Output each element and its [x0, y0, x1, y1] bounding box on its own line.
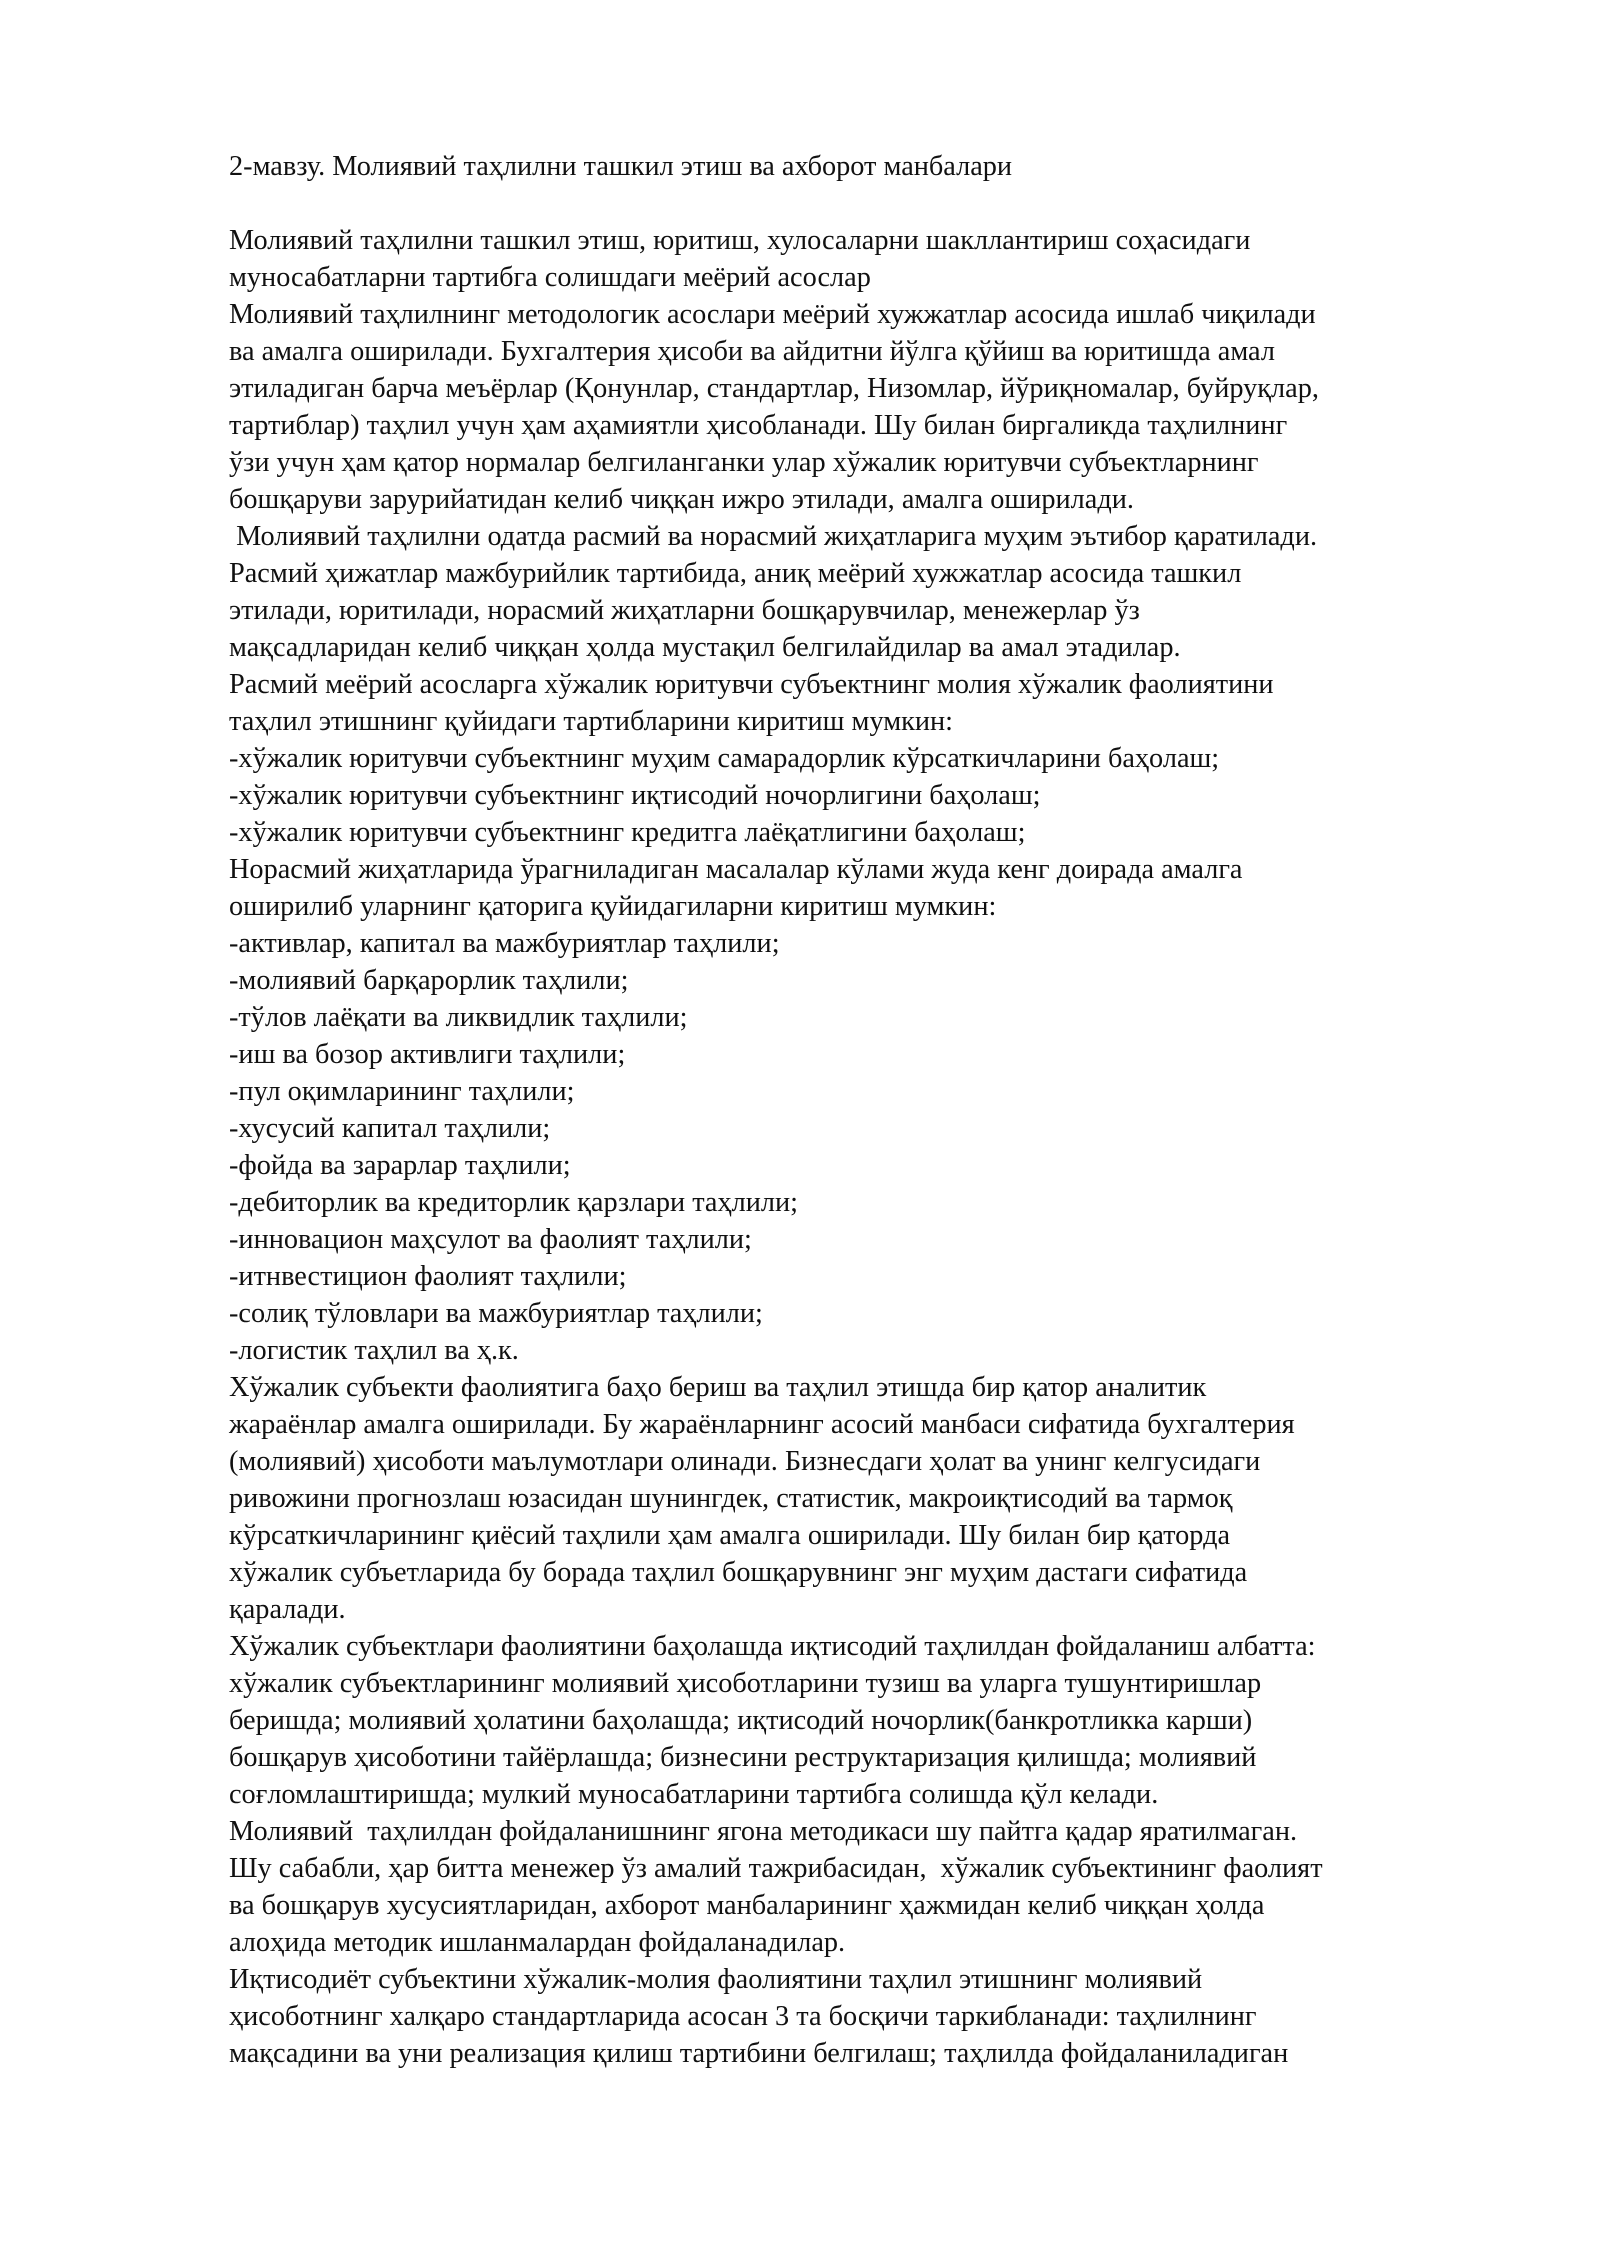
text-line: Расмий меёрий асосларга хўжалик юритувчи субъектнинг молия хўжалик фаолиятини	[229, 669, 1274, 700]
text-line: ва амалга оширилади. Бухгалтерия ҳисоби ва айдитни йўлга қўйиш ва юритишда амал	[229, 336, 1275, 367]
text-line: хўжалик субъетларида бу борада таҳлил бошқарувнинг энг муҳим дастаги сифатида	[229, 1557, 1248, 1588]
text-line: -пул оқимларининг таҳлили;	[229, 1076, 575, 1107]
text-line: -молиявий барқарорлик таҳлили;	[229, 965, 629, 996]
text-line: жараёнлар амалга оширилади. Бу жараёнларнинг асосий манбаси сифатида бухгалтерия	[229, 1409, 1295, 1440]
text-line: -логистик таҳлил ва ҳ.к.	[229, 1335, 519, 1366]
text-line: алоҳида методик ишланмалардан фойдаланадилар.	[229, 1927, 846, 1958]
text-line: Молиявий таҳлилни одатда расмий ва норасмий жиҳатларига муҳим эътибор қаратилади.	[229, 521, 1318, 552]
text-line: ўзи учун ҳам қатор нормалар белгиланганки улар хўжалик юритувчи субъектларнинг	[229, 447, 1259, 478]
text-line: мақсадларидан келиб чиққан ҳолда мустақил белгилайдилар ва амал этадилар.	[229, 632, 1181, 663]
text-line: -хусусий капитал таҳлили;	[229, 1113, 551, 1144]
text-line: -итнвестицион фаолият таҳлили;	[229, 1261, 627, 1292]
text-line: муносабатларни тартибга солишдаги меёрий асослар	[229, 262, 871, 293]
text-line: бошқарув ҳисоботини тайёрлашда; бизнесини реструктаризация қилишда; молиявий	[229, 1742, 1257, 1773]
text-line: -фойда ва зарарлар таҳлили;	[229, 1150, 571, 1181]
text-line: ҳисоботнинг халқаро стандартларида асосан 3 та босқичи таркибланади: таҳлилнинг	[229, 2001, 1257, 2032]
text-line: ривожини прогнозлаш юзасидан шунингдек, статистик, макроиқтисодий ва тармоқ	[229, 1483, 1233, 1514]
text-line: этилади, юритилади, норасмий жиҳатларни бошқарувчилар, менежерлар ўз	[229, 595, 1140, 626]
document-body	[229, 148, 1529, 2072]
text-line: соғломлаштиришда; мулкий муносабатларини тартибга солишда қўл келади.	[229, 1779, 1159, 1810]
text-line: -активлар, капитал ва мажбуриятлар таҳлили;	[229, 928, 780, 959]
text-line: тартиблар) таҳлил учун ҳам аҳамиятли ҳисобланади. Шу билан биргаликда таҳлилнинг	[229, 410, 1288, 441]
document-text	[229, 222, 1529, 2072]
text-line: беришда; молиявий ҳолатини баҳолашда; иқтисодий ночорлик(банкротликка карши)	[229, 1705, 1253, 1736]
text-line: (молиявий) ҳисоботи маълумотлари олинади. Бизнесдаги ҳолат ва унинг келгусидаги	[229, 1446, 1261, 1477]
text-line: Молиявий таҳлилнинг методологик асослари меёрий хужжатлар асосида ишлаб чиқилади	[229, 299, 1316, 330]
text-line: -хўжалик юритувчи субъектнинг кредитга лаёқатлигини баҳолаш;	[229, 817, 1026, 848]
text-line: -хўжалик юритувчи субъектнинг иқтисодий ночорлигини баҳолаш;	[229, 780, 1041, 811]
text-line: Молиявий таҳлилни ташкил этиш, юритиш, хулосаларни шакллантириш соҳасидаги	[229, 225, 1251, 256]
text-line: -солиқ тўловлари ва мажбуриятлар таҳлили;	[229, 1298, 763, 1329]
text-line: ва бошқарув хусусиятларидан, ахборот манбаларининг ҳажмидан келиб чиққан ҳолда	[229, 1890, 1265, 1921]
document-title: 2-мавзу. Молиявий таҳлилни ташкил этиш ва ахборот манбалари	[229, 151, 1013, 182]
text-line: Хўжалик субъекти фаолиятига баҳо бериш ва таҳлил этишда бир қатор аналитик	[229, 1372, 1207, 1403]
text-line: оширилиб уларнинг қаторига қуйидагиларни киритиш мумкин:	[229, 891, 997, 922]
text-line: этиладиган барча меъёрлар (Қонунлар, стандартлар, Низомлар, йўриқномалар, буйруқлар,	[229, 373, 1319, 404]
text-line: Иқтисодиёт субъектини хўжалик-молия фаолиятини таҳлил этишнинг молиявий	[229, 1964, 1203, 1995]
text-line: -дебиторлик ва кредиторлик қарзлари таҳлили;	[229, 1187, 799, 1218]
text-line: Молиявий таҳлилдан фойдаланишнинг ягона методикаси шу пайтга қадар яратилмаган.	[229, 1816, 1298, 1847]
text-line: -тўлов лаёқати ва ликвидлик таҳлили;	[229, 1002, 688, 1033]
text-line: -хўжалик юритувчи субъектнинг муҳим самарадорлик кўрсаткичларини баҳолаш;	[229, 743, 1220, 774]
text-line: -инновацион маҳсулот ва фаолият таҳлили;	[229, 1224, 752, 1255]
text-line: хўжалик субъектларининг молиявий ҳисоботларини тузиш ва уларга тушунтиришлар	[229, 1668, 1262, 1699]
text-line: бошқаруви зарурийатидан келиб чиққан ижро этилади, амалга оширилади.	[229, 484, 1134, 515]
text-line: таҳлил этишнинг қуйидаги тартибларини киритиш мумкин:	[229, 706, 954, 737]
text-line: Шу сабабли, ҳар битта менежер ўз амалий тажрибасидан, хўжалик субъектининг фаолият	[229, 1853, 1323, 1884]
text-line: -иш ва бозор активлиги таҳлили;	[229, 1039, 626, 1070]
text-line: кўрсаткичларининг қиёсий таҳлили ҳам амалга оширилади. Шу билан бир қаторда	[229, 1520, 1231, 1551]
text-line: Расмий ҳижатлар мажбурийлик тартибида, аниқ меёрий хужжатлар асосида ташкил	[229, 558, 1242, 589]
text-line: мақсадини ва уни реализация қилиш тартибини белгилаш; таҳлилда фойдаланиладиган	[229, 2038, 1289, 2069]
text-line: Норасмий жиҳатларида ўрагниладиган масалалар кўлами жуда кенг доирада амалга	[229, 854, 1243, 885]
text-line: қаралади.	[229, 1594, 346, 1625]
text-line: Хўжалик субъектлари фаолиятини баҳолашда иқтисодий таҳлилдан фойдаланиш албатта:	[229, 1631, 1316, 1662]
